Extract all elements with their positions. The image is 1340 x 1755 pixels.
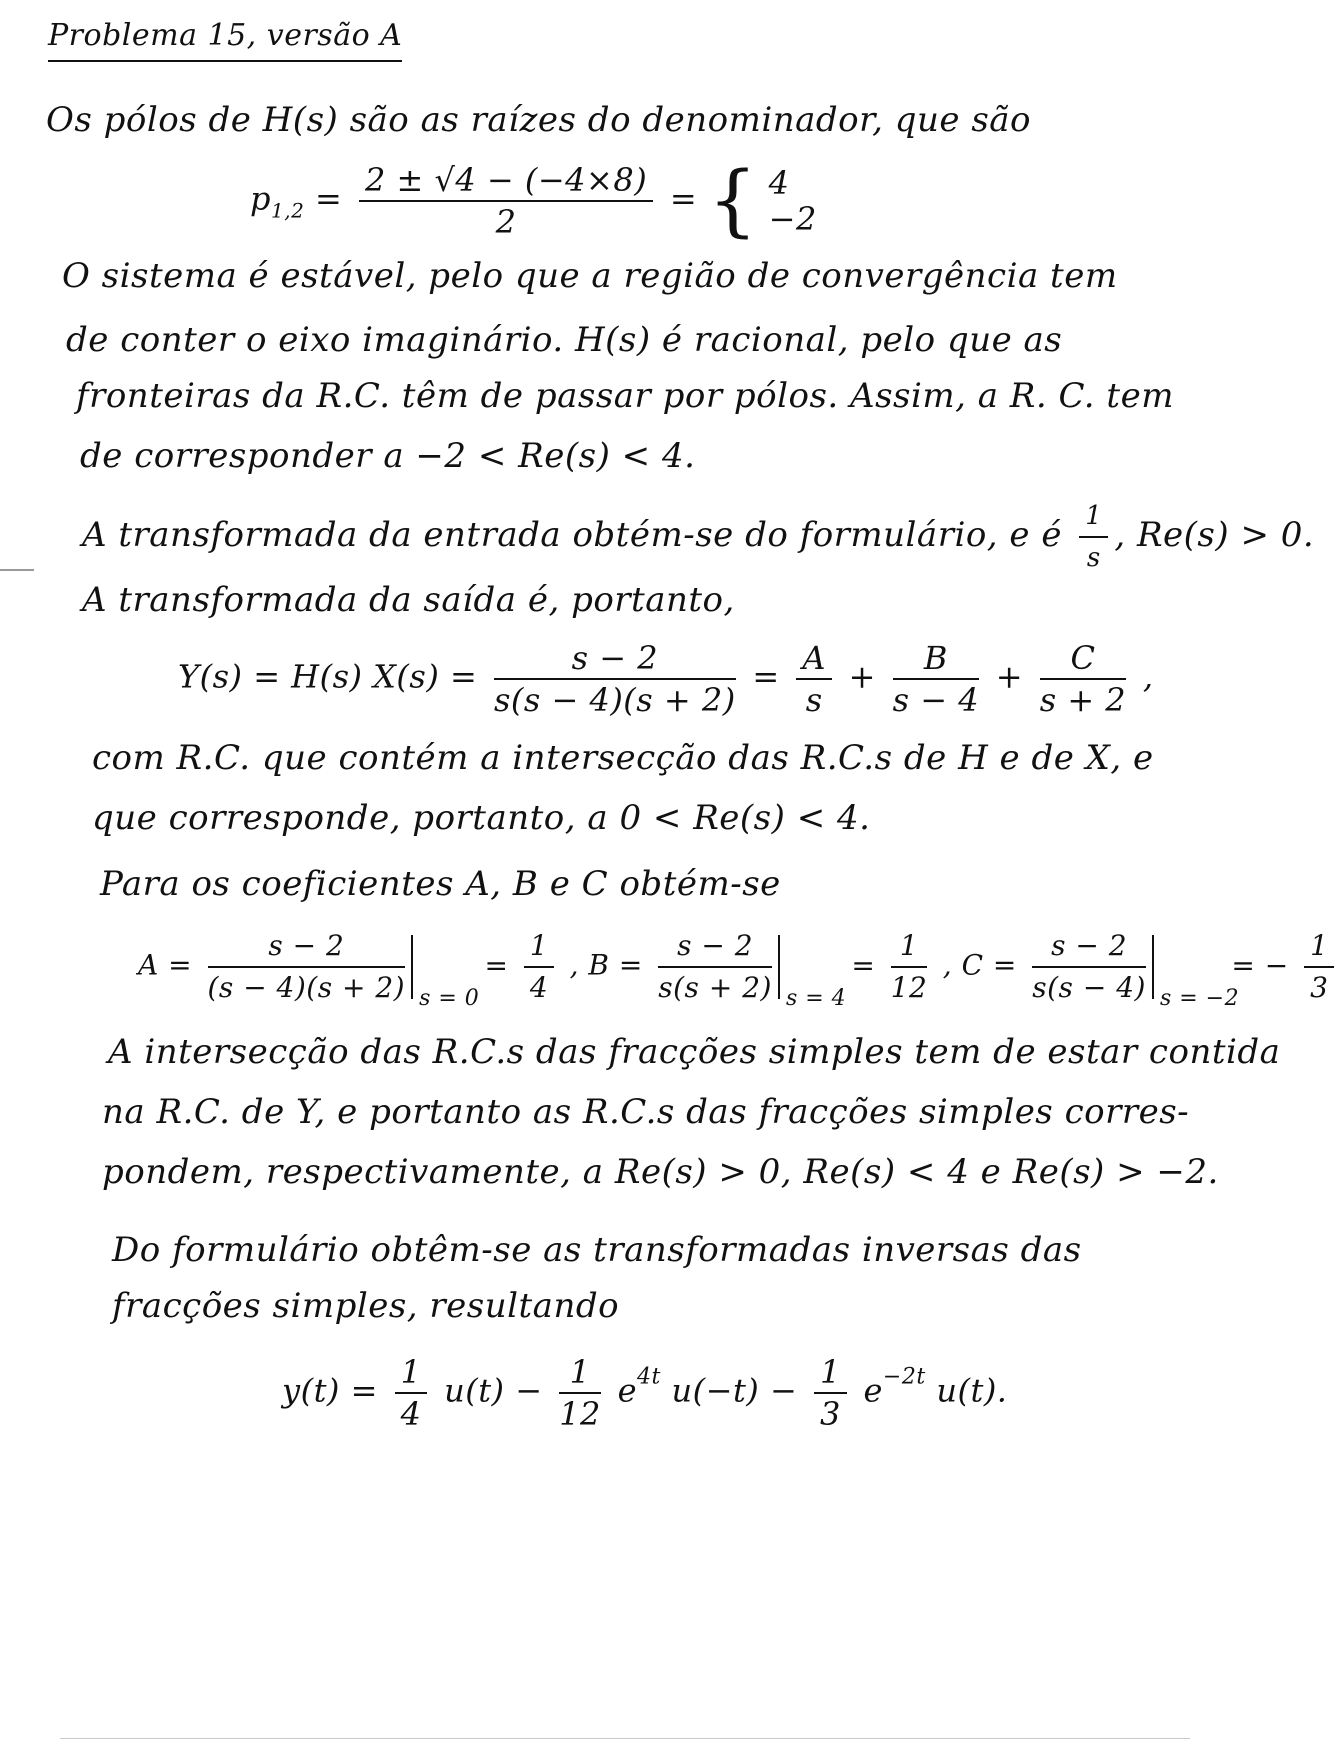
coef-c-value-num: 1 xyxy=(1304,928,1334,968)
result-term1-num: 1 xyxy=(395,1354,428,1394)
poles-numerator: 2 ± √4 − (−4×8) xyxy=(359,162,653,202)
coef-c-eval-point: s = −2 xyxy=(1159,986,1240,1011)
poles-fraction xyxy=(359,162,653,240)
output-lhs: Y(s) = H(s) X(s) = xyxy=(178,657,478,696)
coef-b-eval-bar xyxy=(778,935,847,1011)
partial-b-num: B xyxy=(893,640,979,680)
result-term3-e: e xyxy=(863,1371,883,1410)
output-comma: , xyxy=(1142,657,1154,696)
partial-fraction-b xyxy=(893,640,979,718)
coef-a-eval-point: s = 0 xyxy=(419,986,480,1011)
result-term3-coef xyxy=(814,1354,847,1432)
page-title: Problema 15, versão A xyxy=(48,14,402,62)
coef-c-equals: = − xyxy=(1231,948,1289,982)
partial-b-den: s − 4 xyxy=(892,681,980,719)
text-line-1: Os pólos de H(s) são as raízes do denominador, que são xyxy=(46,100,1032,140)
partial-a-den: s xyxy=(805,681,823,719)
scan-bottom-line xyxy=(60,1738,1190,1739)
partial-c-den: s + 2 xyxy=(1039,681,1127,719)
result-term2-coef xyxy=(559,1354,601,1432)
text-line-12: na R.C. de Y, e portanto as R.C.s das fracções simples corres- xyxy=(102,1092,1190,1132)
coef-a-den: (s − 4)(s + 2) xyxy=(207,971,406,1004)
result-term2-den: 12 xyxy=(559,1395,601,1433)
text-line-13: pondem, respectivamente, a Re(s) > 0, Re(s) < 4 e Re(s) > −2. xyxy=(102,1152,1219,1192)
text-line-7: A transformada da saída é, portanto, xyxy=(82,580,735,620)
coef-b-lhs: , B = xyxy=(569,948,643,982)
coef-c-value-den: 3 xyxy=(1310,971,1329,1004)
text-line-2: O sistema é estável, pelo que a região de convergência tem xyxy=(62,256,1118,296)
coef-a-lhs: A = xyxy=(138,948,193,982)
coef-c-lhs: , C = xyxy=(942,948,1017,982)
coef-a-value-den: 4 xyxy=(529,971,549,1004)
coef-a-equals: = xyxy=(484,948,509,982)
brace-symbol: { xyxy=(707,156,758,246)
result-term3-num: 1 xyxy=(814,1354,847,1394)
result-equation xyxy=(282,1354,1007,1432)
poles-cases xyxy=(707,156,817,246)
output-equals: = xyxy=(752,657,780,696)
coef-a-value xyxy=(524,928,554,1006)
input-transform-den: s xyxy=(1086,543,1101,573)
output-denominator: s(s − 4)(s + 2) xyxy=(493,681,736,719)
result-term1-rest: u(t) − xyxy=(444,1371,543,1410)
poles-denominator: 2 xyxy=(495,203,517,241)
coef-a-value-num: 1 xyxy=(524,928,554,968)
result-term1-den: 4 xyxy=(400,1395,422,1433)
coef-a-num: s − 2 xyxy=(208,928,406,968)
pole-value-1: 4 xyxy=(768,164,790,202)
coef-b-num: s − 2 xyxy=(658,928,772,968)
text-line-9: que corresponde, portanto, a 0 < Re(s) < 4. xyxy=(92,798,871,838)
text-line-6 xyxy=(82,498,1314,576)
coefficients-equation xyxy=(138,928,1340,1011)
coef-b-value-den: 12 xyxy=(890,971,928,1004)
scan-edge-mark xyxy=(0,569,34,571)
text-line-3: de conter o eixo imaginário. H(s) é racional, pelo que as xyxy=(66,320,1063,360)
coef-a-fraction xyxy=(208,928,406,1006)
text-line-14: Do formulário obtêm-se as transformadas inversas das xyxy=(112,1230,1082,1270)
output-numerator: s − 2 xyxy=(494,640,736,680)
text-line-5: de corresponder a −2 < Re(s) < 4. xyxy=(80,436,696,476)
coef-a-eval-bar xyxy=(411,935,480,1011)
text-line-4: fronteiras da R.C. têm de passar por pólos. Assim, a R. C. tem xyxy=(76,376,1174,416)
text-line-6a: A transformada da entrada obtém-se do formulário, e é xyxy=(82,515,1062,555)
poles-equals-2: = xyxy=(669,179,698,218)
result-term3-rest: u(t). xyxy=(936,1371,1008,1410)
poles-subscript: 1,2 xyxy=(270,198,305,223)
plus-sign-2: + xyxy=(995,657,1024,696)
partial-fraction-a xyxy=(796,640,832,718)
input-transform-num: 1 xyxy=(1079,498,1108,538)
coef-b-fraction xyxy=(658,928,772,1006)
result-lhs: y(t) = xyxy=(282,1371,378,1410)
coef-c-eval-bar xyxy=(1152,935,1240,1011)
result-term3-den: 3 xyxy=(819,1395,841,1433)
text-line-8: com R.C. que contém a intersecção das R.C.s de H e de X, e xyxy=(92,738,1154,778)
cases-values xyxy=(769,165,817,237)
text-line-15: fracções simples, resultando xyxy=(112,1286,620,1326)
output-transform-equation xyxy=(178,640,1154,718)
result-term1-coef xyxy=(395,1354,428,1432)
result-term2-num: 1 xyxy=(559,1354,601,1394)
result-term2-rest: u(−t) − xyxy=(671,1371,798,1410)
input-transform-fraction xyxy=(1079,498,1108,576)
coef-b-den: s(s + 2) xyxy=(658,971,772,1004)
pole-value-2: −2 xyxy=(768,200,817,238)
coef-c-num: s − 2 xyxy=(1032,928,1146,968)
text-line-11: A intersecção das R.C.s das fracções simples tem de estar contida xyxy=(108,1032,1281,1072)
partial-fraction-c xyxy=(1040,640,1126,718)
output-fraction xyxy=(494,640,736,718)
text-line-6b: , Re(s) > 0. xyxy=(1114,515,1315,555)
result-term2-e: e xyxy=(617,1371,638,1410)
coef-c-den: s(s − 4) xyxy=(1032,971,1146,1004)
result-term3-exponent: −2t xyxy=(882,1364,926,1390)
coef-b-value xyxy=(891,928,928,1006)
plus-sign-1: + xyxy=(848,657,876,696)
poles-equals: = xyxy=(314,179,343,218)
poles-lhs: p xyxy=(250,179,271,218)
result-term2-exponent: 4t xyxy=(637,1364,661,1390)
coef-b-value-num: 1 xyxy=(891,928,928,968)
text-line-10: Para os coeficientes A, B e C obtém-se xyxy=(100,864,781,904)
coef-b-eval-point: s = 4 xyxy=(785,986,847,1011)
partial-c-num: C xyxy=(1040,640,1126,680)
partial-a-num: A xyxy=(796,640,832,680)
coef-b-equals: = xyxy=(851,948,876,982)
coef-c-value xyxy=(1304,928,1334,1006)
poles-equation xyxy=(250,156,817,246)
coef-c-fraction xyxy=(1032,928,1146,1006)
